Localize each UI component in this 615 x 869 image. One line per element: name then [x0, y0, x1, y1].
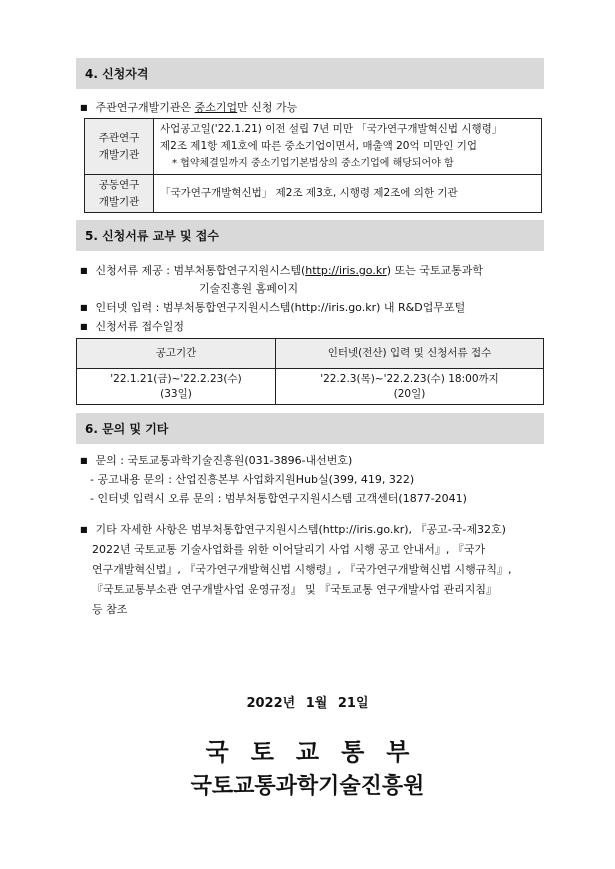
- bullet-icon: ■: [80, 303, 88, 312]
- section-6-header: 6. 문의 및 기타: [76, 413, 544, 444]
- section-5-item-1: [80, 262, 483, 278]
- bullet-icon: ■: [80, 525, 88, 534]
- section-5-item-1-cont: 기술진흥원 홈페이지: [199, 282, 299, 295]
- cell-line: (20일): [393, 387, 426, 400]
- content-note: * 협약체결일까지 중소기업기본법상의 중소기업에 해당되어야 함: [172, 158, 454, 169]
- section-5-item-3: [80, 318, 184, 334]
- item-text: 기타 자세한 사항은 범부처통합연구지원시스템(http://iris.go.kr), 『공고-국-제32호): [95, 523, 506, 536]
- bullet-icon: ■: [80, 266, 88, 275]
- bullet-icon: ■: [80, 456, 88, 465]
- bullet-icon: ■: [80, 103, 88, 112]
- item-text: 인터넷 입력 : 범부처통합연구지원시스템(http://iris.go.kr) 내 R&D업무포털: [95, 301, 466, 314]
- section-6-item-2-line: 연구개발혁신법』, 『국가연구개발혁신법 시행령』, 『국가연구개발혁신법 시행규칙』,: [92, 563, 512, 576]
- issue-date: 2022년 1월 21일: [246, 696, 369, 711]
- section-6-sub-1: - 공고내용 문의 : 산업진흥본부 사업화지원Hub실(399, 419, 322): [90, 473, 415, 486]
- section-4-header: 4. 신청자격: [76, 58, 544, 89]
- label-line: 개발기관: [98, 148, 140, 161]
- table-row: [85, 175, 542, 213]
- label-line: 주관연구: [98, 131, 140, 144]
- table-row: [77, 339, 544, 369]
- section-6-item-2-line: 『국토교통부소관 연구개발사업 운영규정』 및 『국토교통 연구개발사업 관리지침』: [92, 583, 498, 596]
- item-text-post: ) 또는 국토교통과학: [386, 264, 484, 277]
- table-label-lead: [85, 119, 154, 175]
- section-6-item-2-line: 등 참조: [92, 603, 128, 616]
- bullet-icon: ■: [80, 322, 88, 331]
- cell-line: '22.2.3(목)~'22.2.23(수) 18:00까지: [320, 372, 499, 385]
- item-text: 문의 : 국토교통과학기술진흥원(031-3896-내선번호): [95, 454, 353, 467]
- section-6-item-2: [80, 521, 506, 537]
- eligibility-emphasis: 중소기업: [194, 101, 238, 114]
- schedule-col-announce: 공고기간: [77, 339, 276, 369]
- label-line: 공동연구: [98, 178, 140, 191]
- label-line: 개발기관: [98, 195, 140, 208]
- table-content-joint: 「국가연구개발혁신법」 제2조 제3호, 시행령 제2조에 의한 기관: [154, 175, 542, 213]
- table-label-joint: [85, 175, 154, 213]
- table-row: [77, 369, 544, 405]
- section-6-sub-2: - 인터넷 입력시 오류 문의 : 범부처통합연구지원시스템 고객센터(1877-2041): [90, 492, 467, 505]
- section-4-eligibility-line: [80, 99, 297, 115]
- section-5-item-2: [80, 299, 465, 315]
- schedule-announce-period: [77, 369, 276, 405]
- eligibility-text-post: 만 신청 가능: [237, 101, 298, 114]
- content-line: 사업공고일('22.1.21) 이전 설립 7년 미만 「국가연구개발혁신법 시행령」: [160, 123, 503, 135]
- iris-link[interactable]: http://iris.go.kr: [305, 264, 387, 277]
- item-text-pre: 신청서류 제공 : 범부처통합연구지원시스템(: [95, 264, 306, 277]
- schedule-submit-period: [276, 369, 544, 405]
- table-content-lead: [154, 119, 542, 175]
- content-line: 제2조 제1항 제1호에 따른 중소기업이면서, 매출액 20억 미만인 기업: [160, 140, 478, 152]
- cell-line: '22.1.21(금)~'22.2.23(수): [110, 372, 242, 385]
- section-5-header: 5. 신청서류 교부 및 접수: [76, 220, 544, 251]
- table-row: [85, 119, 542, 175]
- schedule-col-submit: 인터넷(전산) 입력 및 신청서류 접수: [276, 339, 544, 369]
- section-6-item-2-line: 2022년 국토교통 기술사업화를 위한 이어달리기 사업 시행 공고 안내서』, 『국가: [92, 543, 486, 556]
- eligibility-text-pre: 주관연구개발기관은: [95, 101, 195, 114]
- ministry-name: 국토교통부: [205, 738, 432, 766]
- section-6-item-1: [80, 452, 352, 468]
- agency-name: 국토교통과학기술진흥원: [190, 774, 425, 799]
- item-text: 신청서류 접수일정: [95, 320, 185, 333]
- cell-line: (33일): [160, 387, 192, 400]
- schedule-table: [76, 338, 544, 405]
- eligibility-table: [84, 118, 542, 213]
